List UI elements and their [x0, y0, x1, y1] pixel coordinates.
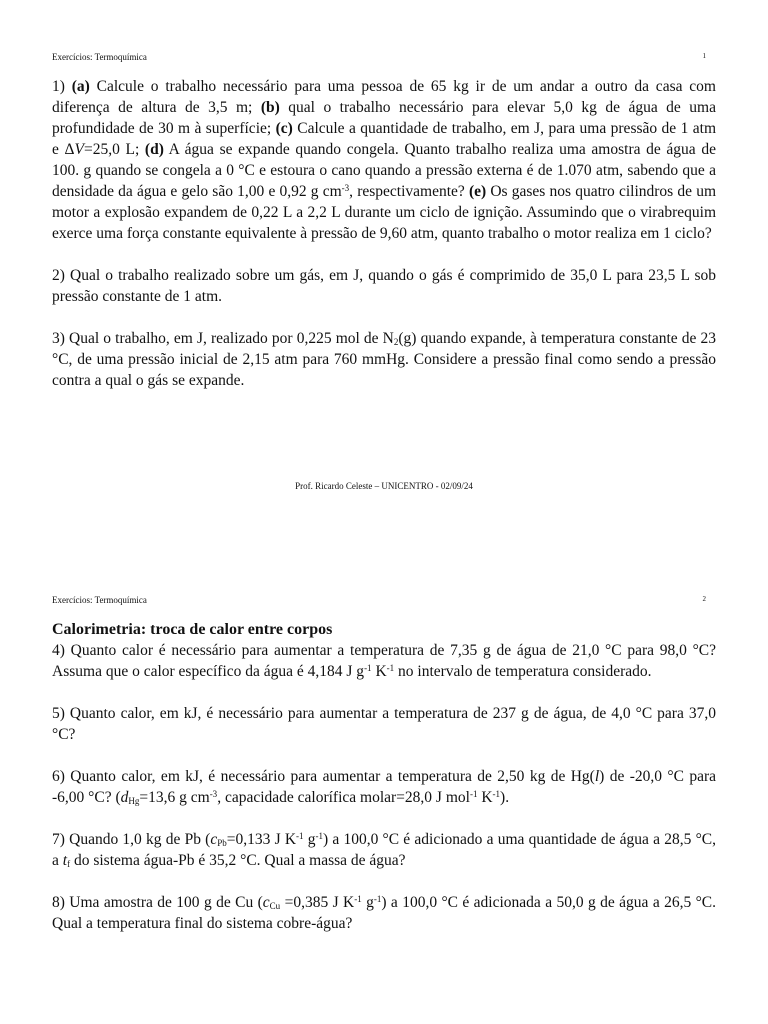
- superscript: -3: [209, 789, 218, 799]
- text: =0,385 J K: [280, 894, 355, 911]
- item-text: Calcule o trabalho necessário para uma pessoa de 65 kg ir de um andar a outro da casa com diferença de altura de 3,5 m;: [52, 78, 716, 116]
- page-number: 1: [702, 52, 706, 60]
- text: , capacidade calorífica molar=28,0 J mol: [217, 789, 470, 806]
- text: ) a 100,0 °C é adicionado a uma quantidade de água a 28,5 °C, a: [52, 831, 716, 869]
- page-header: [52, 52, 716, 62]
- text: K: [477, 789, 493, 806]
- superscript: -1: [315, 831, 323, 841]
- section-title: Calorimetria: troca de calor entre corpos: [52, 621, 333, 638]
- page-header: [52, 595, 716, 605]
- item-text: Calcule a quantidade de trabalho, em J, para uma pressão de 1 atm e Δ: [52, 120, 716, 158]
- superscript: -3: [341, 183, 350, 193]
- item-label: (d): [144, 141, 164, 158]
- question-number: 1): [52, 78, 72, 95]
- superscript: -1: [492, 789, 501, 799]
- question-2: 2) Qual o trabalho realizado sobre um gás, em J, quando o gás é comprimido de 35,0 L para 23,5 L sob pressão constante de 1 atm.: [52, 267, 716, 305]
- variable: c: [210, 831, 218, 848]
- text: =0,133 J K: [226, 831, 297, 848]
- variable: l: [594, 768, 600, 785]
- text: (g) quando expande, à temperatura constante de 23 °C, de uma pressão inicial de 2,15 atm para 760 mmHg. Considere a pressão final como sendo a pressão contra a qual o gás se expande.: [52, 330, 717, 389]
- variable: t: [62, 852, 68, 869]
- variable: c: [262, 894, 270, 911]
- superscript: -1: [373, 894, 382, 904]
- subscript: f: [67, 859, 71, 869]
- subscript: Hg: [128, 796, 140, 806]
- variable: V: [74, 141, 84, 158]
- item-text: , respectivamente?: [349, 183, 469, 200]
- page-footer: Prof. Ricardo Celeste – UNICENTRO - 02/09/24: [295, 481, 473, 491]
- superscript: -1: [364, 663, 372, 673]
- item-text: A água se expande quando congela. Quanto trabalho realiza uma amostra de água de 100. g quando se congela a 0 °C e estoura o cano quando a pressão externa é de 1.070 atm, sabendo que a densidade da água e gelo são 1,00 e 0,92 g cm: [52, 141, 716, 200]
- header-title: Exercícios: Termoquímica: [52, 52, 147, 62]
- superscript: -1: [354, 894, 362, 904]
- text: g: [303, 831, 316, 848]
- question-1: [52, 76, 716, 244]
- question-4: [52, 640, 716, 682]
- text: K: [371, 663, 387, 680]
- text: do sistema água-Pb é 35,2 °C. Qual a massa de água?: [70, 852, 406, 869]
- text: 6) Quanto calor, em kJ, é necessário para aumentar a temperatura de 2,50 kg de Hg(: [52, 768, 595, 785]
- header-title: Exercícios: Termoquímica: [52, 595, 147, 605]
- variable: d: [120, 789, 129, 806]
- item-label: (b): [260, 99, 280, 116]
- text: no intervalo de temperatura considerado.: [394, 663, 652, 680]
- text: 7) Quando 1,0 kg de Pb (: [52, 831, 211, 848]
- superscript: -1: [386, 663, 395, 673]
- subscript: 2: [393, 337, 399, 347]
- text: 3) Qual o trabalho, em J, realizado por 0,225 mol de N: [52, 330, 394, 347]
- question-5: 5) Quanto calor, em kJ, é necessário para aumentar a temperatura de 237 g de água, de 4,0 °C para 37,0 °C?: [52, 705, 716, 743]
- text: ) a 100,0 °C é adicionada a 50,0 g de água a 26,5 °C. Qual a temperatura final do sistema cobre-água?: [52, 894, 717, 932]
- superscript: -1: [296, 831, 304, 841]
- page-2-content: [52, 619, 716, 934]
- item-label: (a): [71, 78, 90, 95]
- superscript: -1: [469, 789, 478, 799]
- text: g: [361, 894, 374, 911]
- item-label: (e): [468, 183, 487, 200]
- page-1-content: [52, 76, 716, 391]
- subscript: Pb: [217, 838, 227, 848]
- question-7: [52, 829, 716, 871]
- text: ) de -20,0 °C para -6,00 °C? (: [52, 768, 716, 806]
- item-text: qual o trabalho necessário para elevar 5,0 kg de água de uma profundidade de 30 m à superfície;: [52, 99, 716, 137]
- text: 4) Quanto calor é necessário para aumentar a temperatura de 7,35 g de água de 21,0 °C para 98,0 °C? Assuma que o calor específico da água é 4,184 J g: [52, 642, 716, 680]
- text: ).: [500, 789, 510, 806]
- text: 8) Uma amostra de 100 g de Cu (: [52, 894, 263, 911]
- page-number: 2: [702, 595, 706, 603]
- text: =13,6 g cm: [139, 789, 210, 806]
- question-3: [52, 328, 716, 391]
- question-6: [52, 766, 716, 808]
- item-text: Os gases nos quatro cilindros de um motor a explosão expandem de 0,22 L a 2,2 L durante um ciclo de ignição. Assumindo que o virabrequim exerce uma força constante equivalente à pressão de 9,60 atm, quanto trabalho o motor realiza em 1 ciclo?: [52, 183, 716, 242]
- question-8: [52, 892, 716, 934]
- item-text: =25,0 L;: [83, 141, 145, 158]
- subscript: Cu: [269, 901, 281, 911]
- item-label: (c): [275, 120, 293, 137]
